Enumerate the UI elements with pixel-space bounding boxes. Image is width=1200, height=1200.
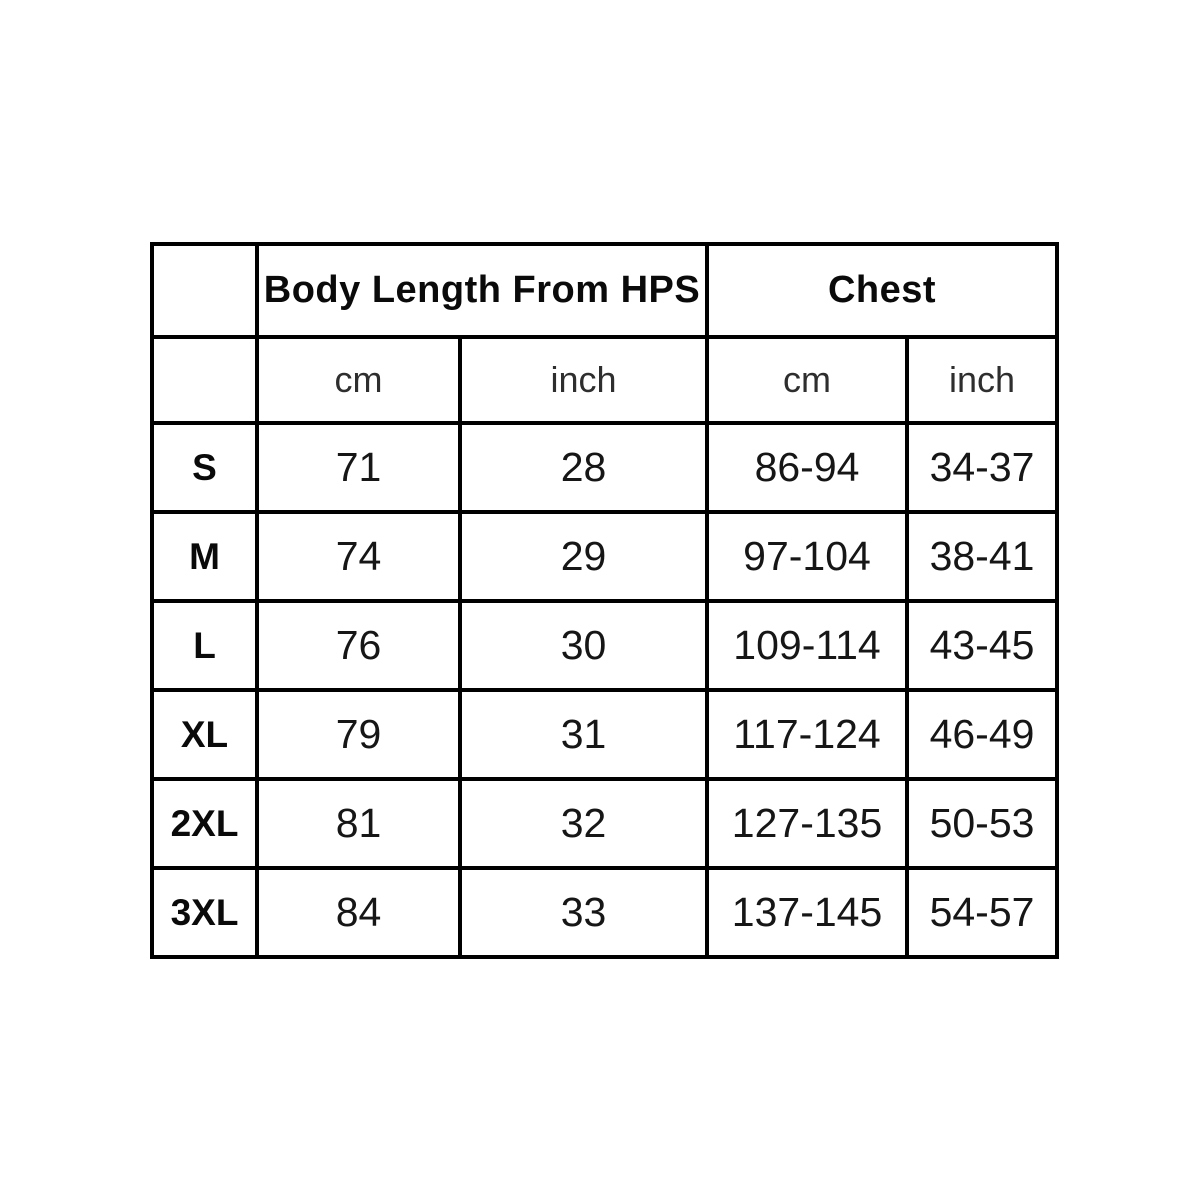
value-cell: 97-104 — [707, 512, 907, 601]
value-cell: 109-114 — [707, 601, 907, 690]
value-cell: 117-124 — [707, 690, 907, 779]
value-cell: 38-41 — [907, 512, 1057, 601]
value-cell: 32 — [460, 779, 707, 868]
unit-header-row — [152, 337, 1057, 423]
value-cell: 54-57 — [907, 868, 1057, 957]
value-cell: 74 — [257, 512, 460, 601]
unit-header-body-inch: inch — [460, 337, 707, 423]
group-header-chest: Chest — [707, 244, 1057, 337]
value-cell: 81 — [257, 779, 460, 868]
unit-header-chest-inch: inch — [907, 337, 1057, 423]
value-cell: 28 — [460, 423, 707, 512]
value-cell: 137-145 — [707, 868, 907, 957]
unit-header-chest-cm: cm — [707, 337, 907, 423]
unit-header-body-cm: cm — [257, 337, 460, 423]
table-row-2xl — [152, 779, 1057, 868]
size-cell: L — [152, 601, 257, 690]
value-cell: 31 — [460, 690, 707, 779]
value-cell: 71 — [257, 423, 460, 512]
value-cell: 84 — [257, 868, 460, 957]
table-row-l — [152, 601, 1057, 690]
table-row-xl — [152, 690, 1057, 779]
value-cell: 86-94 — [707, 423, 907, 512]
size-chart-table — [150, 242, 1059, 959]
corner-spacer — [152, 244, 257, 337]
value-cell: 50-53 — [907, 779, 1057, 868]
value-cell: 43-45 — [907, 601, 1057, 690]
size-cell: 3XL — [152, 868, 257, 957]
group-header-body-length: Body Length From HPS — [257, 244, 707, 337]
size-cell: M — [152, 512, 257, 601]
size-cell: S — [152, 423, 257, 512]
corner-spacer — [152, 337, 257, 423]
value-cell: 46-49 — [907, 690, 1057, 779]
value-cell: 76 — [257, 601, 460, 690]
table-row-s — [152, 423, 1057, 512]
size-cell: 2XL — [152, 779, 257, 868]
table-row-3xl — [152, 868, 1057, 957]
value-cell: 33 — [460, 868, 707, 957]
value-cell: 34-37 — [907, 423, 1057, 512]
size-cell: XL — [152, 690, 257, 779]
group-header-row — [152, 244, 1057, 337]
value-cell: 79 — [257, 690, 460, 779]
table-row-m — [152, 512, 1057, 601]
value-cell: 29 — [460, 512, 707, 601]
value-cell: 30 — [460, 601, 707, 690]
value-cell: 127-135 — [707, 779, 907, 868]
